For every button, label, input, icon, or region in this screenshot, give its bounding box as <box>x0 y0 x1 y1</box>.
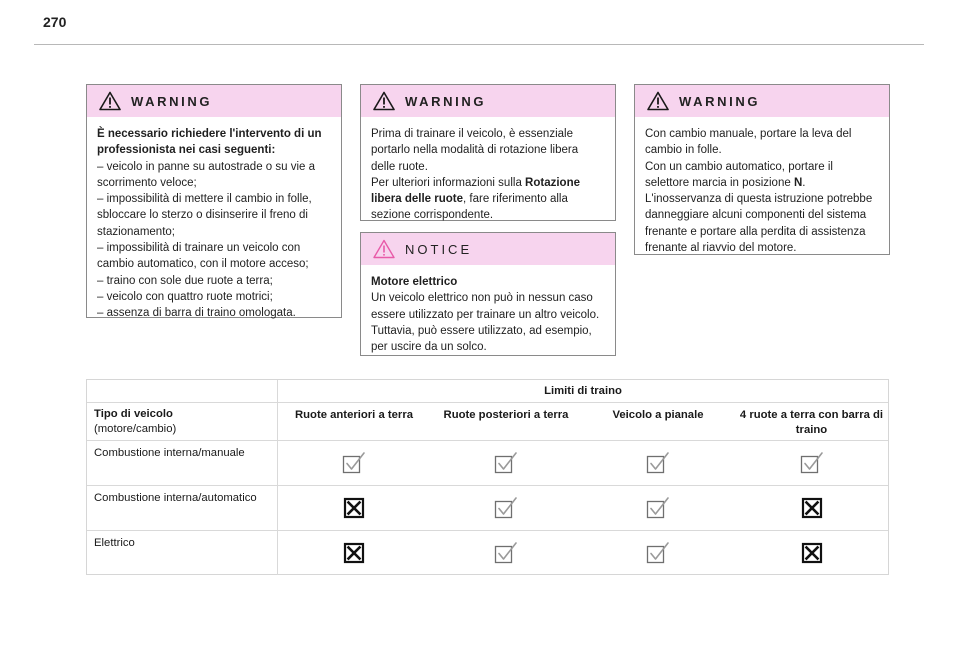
checkmark-icon <box>646 496 670 520</box>
page-number: 270 <box>43 14 67 30</box>
table-row <box>87 485 888 530</box>
cross-icon <box>342 496 366 520</box>
table-row <box>87 530 888 575</box>
notice-text: Un veicolo elettrico non può in nessun caso essere utilizzato per trainare un altro veicolo. Tuttavia, può essere utilizzato, ad esempio, per uscire da un solco. <box>371 292 600 354</box>
column-header: Ruote posteriori a terra <box>443 409 569 421</box>
cross-icon <box>342 541 366 565</box>
table-cell <box>278 531 430 575</box>
warning-text-part: Per ulteriori informazioni sulla <box>371 176 526 189</box>
row-header-label: Tipo di veicolo <box>94 408 173 420</box>
warning-text: L'inosservanza di questa istruzione potrebbe danneggiare alcuni componenti del sistema frenante e portare alla perdita di assistenza frenante al riavvio del motore. <box>645 193 873 255</box>
warning-triangle-icon <box>373 91 395 111</box>
table-row <box>87 440 888 485</box>
warning-body <box>635 117 889 256</box>
warning-title: WARNING <box>679 93 761 109</box>
warning-text: Prima di trainare il veicolo, è essenziale portarlo nella modalità di rotazione libera delle ruote. <box>371 128 579 173</box>
column-divider <box>277 380 278 402</box>
notice-triangle-icon <box>373 239 395 259</box>
warning-triangle-icon <box>647 91 669 111</box>
table-cell <box>582 531 734 575</box>
warning-body <box>87 117 341 322</box>
warning-title: WARNING <box>405 93 487 109</box>
warning-box-middle <box>360 84 616 221</box>
notice-body <box>361 265 615 355</box>
table-cell <box>430 531 582 575</box>
header-divider <box>34 44 924 45</box>
warning-item: – traino con sole due ruote a terra; <box>97 274 273 287</box>
warning-box-header <box>361 85 615 117</box>
cross-icon <box>800 541 824 565</box>
warning-box-header <box>635 85 889 117</box>
warning-item: – impossibilità di trainare un veicolo con cambio automatico, con il motore acceso; <box>97 242 309 271</box>
column-header: Ruote anteriori a terra <box>294 409 414 421</box>
column-header: Veicolo a pianale <box>612 409 704 421</box>
table-cell <box>430 486 582 530</box>
warning-title: WARNING <box>131 93 213 109</box>
checkmark-icon <box>494 496 518 520</box>
warning-box-header <box>87 85 341 117</box>
warning-text-part: . <box>802 176 806 189</box>
table-cell <box>734 441 889 485</box>
column-header: 4 ruote a terra con barra di traino <box>739 409 884 436</box>
warning-item: – impossibilità di mettere il cambio in folle, sbloccare lo sterzo o disinserire il freno di stazionamento; <box>97 193 312 238</box>
notice-heading: Motore elettrico <box>371 276 458 288</box>
table-cell <box>278 486 430 530</box>
row-label: Combustione interna/manuale <box>94 447 245 459</box>
notice-title: NOTICE <box>405 241 473 257</box>
warning-box-right <box>634 84 890 255</box>
row-header-cell <box>87 403 277 440</box>
checkmark-icon <box>646 541 670 565</box>
checkmark-icon <box>646 451 670 475</box>
table-cell <box>734 486 889 530</box>
warning-item: – assenza di barra di traino omologata. <box>97 307 296 320</box>
cross-icon <box>800 496 824 520</box>
table-cell <box>734 531 889 575</box>
warning-text-bold: Rotazione libera delle ruote <box>371 176 580 206</box>
warning-text-part: Con un cambio automatico, portare il selettore marcia in posizione <box>645 160 833 189</box>
warning-text <box>371 175 605 224</box>
table-header-row <box>87 402 888 440</box>
table-cell <box>278 441 430 485</box>
notice-box-header <box>361 233 615 265</box>
warning-text-part: , fare riferimento alla sezione corrispondente. <box>371 193 568 222</box>
checkmark-icon <box>800 451 824 475</box>
table-cell <box>582 441 734 485</box>
warning-text: Con cambio manuale, portare la leva del cambio in folle. <box>645 128 852 157</box>
warning-box-left <box>86 84 342 318</box>
warning-item: – veicolo in panne su autostrade o su vie a scorrimento veloce; <box>97 160 316 189</box>
warning-item: – veicolo con quattro ruote motrici; <box>97 290 273 303</box>
row-label: Elettrico <box>94 537 135 549</box>
table-cell <box>582 486 734 530</box>
warning-text-bold: N <box>793 176 803 189</box>
table-group-header-row <box>87 380 888 402</box>
towing-limits-table <box>86 379 889 575</box>
checkmark-icon <box>494 541 518 565</box>
row-header-sub: (motore/cambio) <box>94 423 177 435</box>
warning-text <box>645 159 879 192</box>
warning-triangle-icon <box>99 91 121 111</box>
checkmark-icon <box>342 451 366 475</box>
table-group-header: Limiti di traino <box>544 385 622 397</box>
warning-intro: È necessario richiedere l'intervento di un professionista nei casi seguenti: <box>97 128 322 157</box>
checkmark-icon <box>494 451 518 475</box>
notice-box-middle <box>360 232 616 356</box>
table-cell <box>430 441 582 485</box>
row-label: Combustione interna/automatico <box>94 492 257 504</box>
warning-body <box>361 117 615 224</box>
